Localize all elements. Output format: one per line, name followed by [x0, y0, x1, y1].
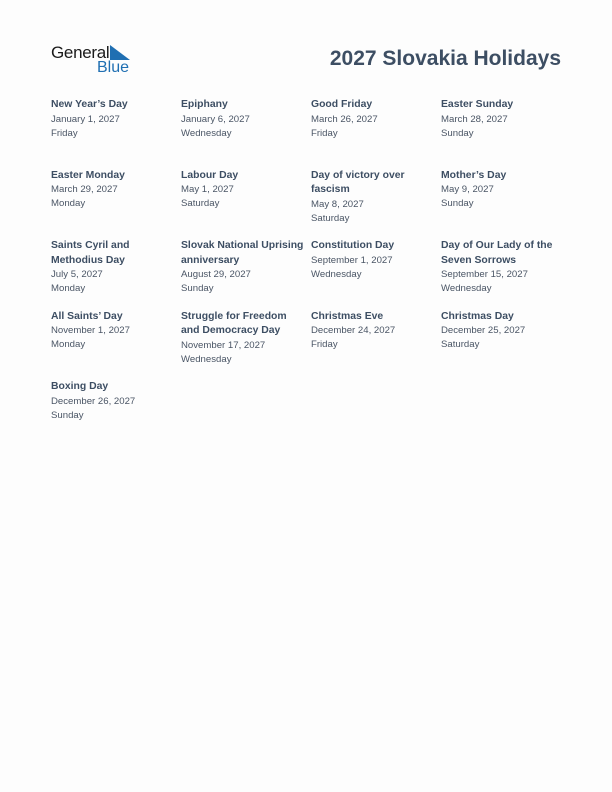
holiday-entry	[441, 169, 571, 240]
holiday-entry	[441, 310, 571, 381]
holiday-name: Good Friday	[311, 99, 373, 110]
holiday-entry	[181, 169, 311, 240]
holiday-name: Christmas Eve	[311, 310, 384, 322]
holiday-date: March 29, 2027	[51, 184, 118, 195]
holiday-entry	[181, 310, 311, 381]
holiday-date: August 29, 2027	[181, 269, 251, 280]
holiday-entry	[51, 380, 181, 451]
holiday-date: March 26, 2027	[311, 113, 378, 125]
holiday-weekday: Wednesday	[181, 353, 232, 365]
holiday-entry	[51, 310, 181, 381]
holiday-entry	[311, 98, 441, 169]
holiday-name: Boxing Day	[51, 381, 109, 392]
holiday-name: Day of victory over fascism	[311, 169, 405, 195]
holiday-entry	[441, 239, 571, 310]
holiday-date: March 28, 2027	[441, 113, 508, 125]
holiday-date: November 1, 2027	[51, 325, 130, 336]
holiday-weekday: Friday	[51, 127, 78, 139]
logo-triangle-icon	[110, 45, 130, 60]
page-title: 2027 Slovakia Holidays	[329, 47, 561, 70]
holiday-entry	[51, 98, 181, 169]
holiday-date: September 1, 2027	[311, 254, 393, 266]
holiday-name: Easter Sunday	[441, 99, 514, 110]
holiday-weekday: Wednesday	[441, 283, 492, 294]
holiday-weekday: Saturday	[311, 212, 350, 224]
holiday-weekday: Sunday	[441, 198, 474, 209]
holiday-weekday: Monday	[51, 283, 86, 294]
holiday-weekday: Sunday	[441, 127, 474, 139]
holiday-weekday: Monday	[51, 339, 86, 350]
holiday-name: All Saints’ Day	[51, 310, 123, 322]
holiday-name: Labour Day	[181, 169, 239, 181]
holiday-grid	[51, 98, 571, 451]
logo-word-general: General	[51, 43, 110, 62]
holiday-name: Day of Our Lady of the Seven Sorrows	[441, 240, 553, 266]
holiday-weekday: Friday	[311, 127, 338, 139]
holiday-weekday: Wednesday	[181, 127, 232, 139]
holiday-date: May 9, 2027	[441, 184, 494, 195]
holiday-name: Epiphany	[181, 99, 228, 110]
holiday-name: Struggle for Freedom and Democracy Day	[181, 310, 287, 336]
holiday-date: December 25, 2027	[441, 325, 526, 336]
holiday-entry	[51, 169, 181, 240]
holiday-name: Easter Monday	[51, 169, 125, 181]
holiday-name: Christmas Day	[441, 310, 514, 322]
holiday-weekday: Sunday	[51, 409, 84, 421]
generalblue-logo	[51, 43, 141, 79]
holiday-date: December 26, 2027	[51, 395, 136, 407]
holiday-entry	[51, 239, 181, 310]
holiday-name: Mother’s Day	[441, 169, 507, 181]
holiday-name: Saints Cyril and Methodius Day	[51, 240, 130, 266]
holiday-weekday: Friday	[311, 339, 338, 350]
holiday-name: New Year’s Day	[51, 99, 128, 110]
holiday-entry	[311, 169, 441, 240]
holiday-date: November 17, 2027	[181, 339, 266, 351]
holiday-date: December 24, 2027	[311, 325, 396, 336]
holiday-entry	[181, 98, 311, 169]
holiday-weekday: Saturday	[441, 339, 480, 350]
holiday-weekday: Monday	[51, 198, 86, 209]
holiday-date: September 15, 2027	[441, 269, 528, 280]
holiday-date: January 1, 2027	[51, 113, 120, 125]
holiday-date: January 6, 2027	[181, 113, 250, 125]
holiday-weekday: Sunday	[181, 283, 214, 294]
holiday-date: May 1, 2027	[181, 184, 234, 195]
holiday-date: July 5, 2027	[51, 269, 103, 280]
holiday-entry	[181, 239, 311, 310]
holiday-weekday: Saturday	[181, 198, 220, 209]
holiday-weekday: Wednesday	[311, 268, 362, 280]
logo-word-blue: Blue	[97, 59, 130, 76]
holiday-entry	[311, 310, 441, 381]
holiday-entry	[311, 239, 441, 310]
holiday-date: May 8, 2027	[311, 198, 364, 210]
holiday-name: Constitution Day	[311, 240, 395, 251]
holiday-name: Slovak National Uprising anniversary	[181, 240, 304, 266]
holiday-entry	[441, 98, 571, 169]
